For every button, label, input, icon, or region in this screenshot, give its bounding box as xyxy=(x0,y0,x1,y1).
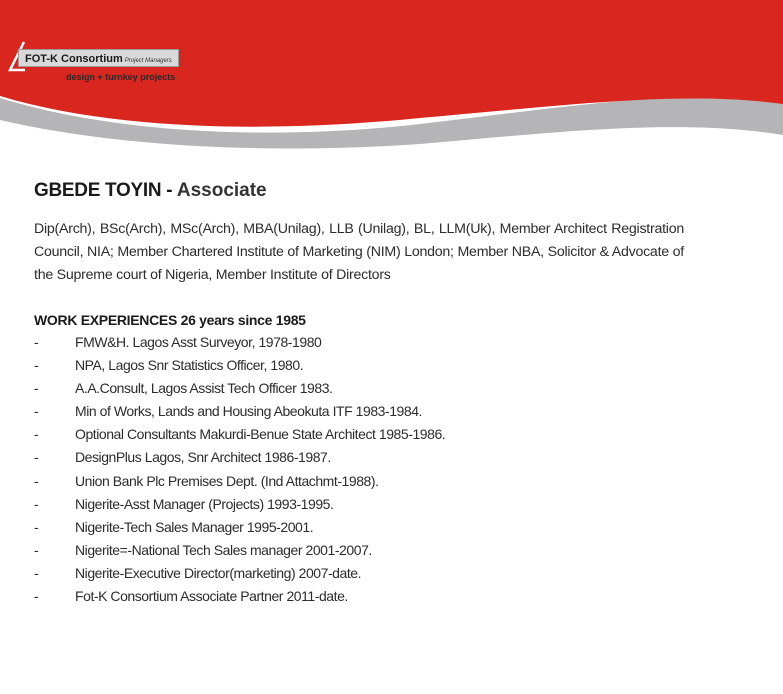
qualifications-paragraph: Dip(Arch), BSc(Arch), MSc(Arch), MBA(Unilag), LLB (Unilag), BL, LLM(Uk), Member Architect Registration Council, NIA; Member Chartered Institute of Marketing (NIM) London; Member NBA, Solicitor & Advocate of the Supreme court of Nigeria, Member Institute of Directors xyxy=(34,221,684,283)
list-item-text: Nigerite-Tech Sales Manager 1995-2001. xyxy=(75,518,314,535)
work-experience-heading: WORK EXPERIENCES 26 years since 1985 xyxy=(34,312,306,328)
person-role: Associate xyxy=(172,180,267,201)
list-item xyxy=(34,470,684,493)
work-experience-list xyxy=(34,331,684,608)
list-bullet: - xyxy=(34,403,39,420)
list-item xyxy=(34,446,684,469)
list-item xyxy=(34,562,684,585)
header-banner xyxy=(0,0,783,150)
list-item xyxy=(34,377,684,400)
list-item-text: FMW&H. Lagos Asst Surveyor, 1978-1980 xyxy=(75,334,322,350)
list-item-text: Min of Works, Lands and Housing Abeokuta ITF 1983-1984. xyxy=(75,403,422,420)
list-bullet: - xyxy=(34,472,39,489)
list-item-text: Fot-K Consortium Associate Partner 2011-date. xyxy=(75,588,348,605)
logo-tagline: design + turnkey projects xyxy=(66,72,176,82)
profile-content xyxy=(34,178,684,608)
list-item xyxy=(34,423,684,446)
list-item xyxy=(34,400,684,423)
list-bullet: - xyxy=(34,426,39,443)
list-bullet: - xyxy=(34,357,39,374)
list-item-text: Optional Consultants Makurdi-Benue State Architect 1985-1986. xyxy=(75,426,446,443)
profile-heading xyxy=(34,178,684,204)
logo-plate xyxy=(18,49,179,67)
list-bullet: - xyxy=(34,495,39,512)
logo-name: FOT-K Consortium xyxy=(25,53,123,65)
person-name: GBEDE TOYIN - xyxy=(34,180,173,201)
list-item xyxy=(34,539,684,562)
list-item-text: Union Bank Plc Premises Dept. (Ind Attachmt-1988). xyxy=(75,472,379,489)
list-item-text: DesignPlus Lagos, Snr Architect 1986-1987. xyxy=(75,449,331,466)
list-item-text: Nigerite=-National Tech Sales manager 2001-2007. xyxy=(75,541,372,558)
list-bullet: - xyxy=(34,518,39,535)
list-bullet: - xyxy=(34,564,39,581)
list-item xyxy=(34,331,684,354)
list-bullet: - xyxy=(34,380,39,397)
logo-subtitle: Project Managers xyxy=(124,58,172,64)
list-item xyxy=(34,493,684,516)
list-item-text: NPA, Lagos Snr Statistics Officer, 1980. xyxy=(75,357,304,374)
list-item-text: Nigerite-Asst Manager (Projects) 1993-1995. xyxy=(75,495,334,512)
list-item-text: Nigerite-Executive Director(marketing) 2007-date. xyxy=(75,564,362,581)
list-item xyxy=(34,585,684,608)
list-item xyxy=(34,354,684,377)
list-bullet: - xyxy=(34,334,39,350)
list-item-text: A.A.Consult, Lagos Assist Tech Officer 1983. xyxy=(75,380,333,397)
list-bullet: - xyxy=(34,449,39,466)
list-item xyxy=(34,516,684,539)
company-logo xyxy=(6,40,206,86)
list-bullet: - xyxy=(34,588,39,605)
list-bullet: - xyxy=(34,541,39,558)
